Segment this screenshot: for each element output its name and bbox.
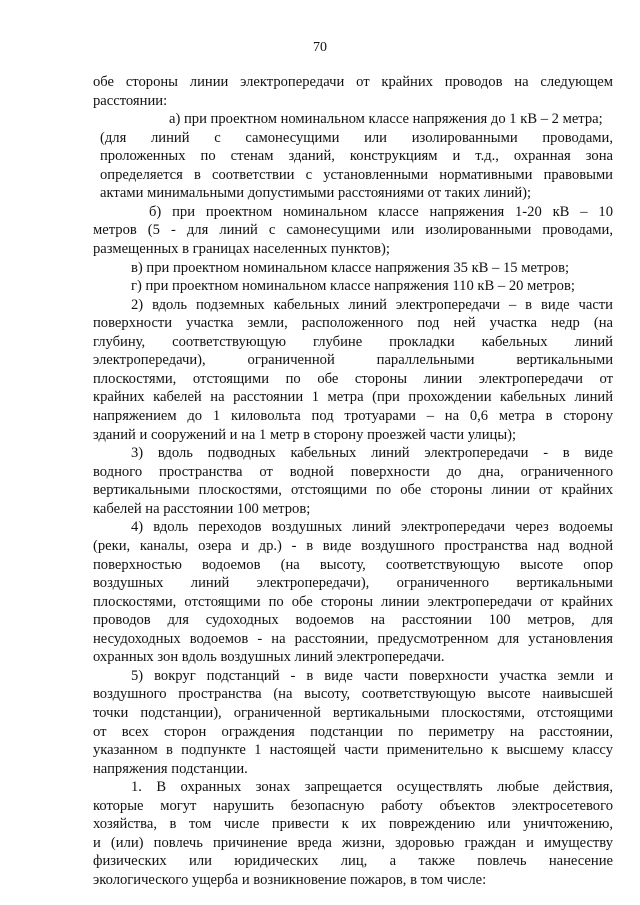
text-line: охранных зон вдоль воздушных линий электропередачи. [93, 649, 445, 665]
text-line: глубину, соответствующую глубине прокладки кабельных линий [93, 334, 613, 350]
text-line: проводов для судоходных водоемов на расстоянии 100 метров, для [93, 612, 613, 628]
text-line: обе стороны линии электропередачи от крайних проводов на следующем [93, 74, 613, 90]
text-line: определяется в соответствии с установленными нормативными правовыми [100, 167, 613, 183]
text-line: актами минимальными допустимыми расстояниями от таких линий); [100, 185, 532, 201]
text-line: плоскостями, отстоящими по обе стороны линии электропередачи от крайних [93, 594, 613, 610]
text-line: зданий и сооружений и на 1 метр в сторону проезжей части улицы); [93, 427, 517, 443]
page-number: 70 [313, 40, 327, 55]
text-line: 1. В охранных зонах запрещается осуществлять любые действия, [131, 779, 613, 795]
text-line: поверхностью водоемов (на высоту, соответствующую высоте опор [93, 557, 613, 573]
text-line: электропередачи), ограниченной параллельными вертикальными [93, 352, 613, 368]
text-line: размещенных в границах населенных пунктов); [93, 241, 390, 257]
text-line: физических или юридических лиц, а также повлечь нанесение [93, 853, 613, 869]
text-line: от всех сторон ограждения подстанции по периметру на расстоянии, [93, 724, 613, 740]
text-line: б) при проектном номинальном классе напряжения 1-20 кВ – 10 [149, 204, 613, 220]
text-line: (реки, каналы, озера и др.) - в виде воздушного пространства над водной [93, 538, 613, 554]
text-line: проложенных по стенам зданий, конструкциям и т.д., охранная зона [100, 148, 613, 164]
text-line: а) при проектном номинальном классе напряжения до 1 кВ – 2 метра; [169, 111, 603, 127]
text-line: напряжением до 1 киловольта под тротуарами – на 0,6 метра в сторону [93, 408, 613, 424]
text-line: хозяйства, в том числе привести к их повреждению или уничтожению, [93, 816, 613, 832]
text-line: 2) вдоль подземных кабельных линий электропередачи – в виде части [131, 297, 613, 313]
text-line: экологического ущерба и возникновение пожаров, в том числе: [93, 872, 487, 888]
text-line: которые могут нарушить безопасную работу объектов электросетевого [93, 798, 613, 814]
text-line: 3) вдоль подводных кабельных линий электропередачи - в виде [131, 445, 613, 461]
text-line: плоскостями, отстоящими по обе стороны линии электропередачи от [93, 371, 613, 387]
text-line: крайних кабелей на расстоянии 1 метра (при прохождении кабельных линий [93, 389, 613, 405]
text-line: вертикальными плоскостями, отстоящими по обе стороны линии от крайних [93, 482, 613, 498]
text-line: поверхности участка земли, расположенного под ней участка недр (на [93, 315, 613, 331]
text-line: воздушного пространства (на высоту, соответствующую высоте наивысшей [93, 686, 613, 702]
text-line: расстоянии: [93, 93, 168, 109]
text-line: несудоходных водоемов - на расстоянии, предусмотренном для установления [93, 631, 613, 647]
text-line: 5) вокруг подстанций - в виде части поверхности участка земли и [131, 668, 613, 684]
text-line: и (или) повлечь причинение вреда жизни, здоровью граждан и имуществу [93, 835, 613, 851]
text-line: напряжения подстанции. [93, 761, 248, 777]
text-line: указанном в подпункте 1 настоящей части применительно к высшему классу [93, 742, 613, 758]
text-line: водного пространства от водной поверхности до дна, ограниченного [93, 464, 613, 480]
text-line: в) при проектном номинальном классе напряжения 35 кВ – 15 метров; [131, 260, 570, 276]
text-line: г) при проектном номинальном классе напряжения 110 кВ – 20 метров; [131, 278, 575, 294]
text-line: воздушных линий электропередачи), ограниченного вертикальными [93, 575, 613, 591]
text-line: кабелей на расстоянии 100 метров; [93, 501, 311, 517]
text-line: точки подстанции), ограниченной вертикальными плоскостями, отстоящими [93, 705, 613, 721]
text-line: метров (5 - для линий с самонесущими или изолированными проводами, [93, 222, 613, 238]
text-line: (для линий с самонесущими или изолированными проводами, [100, 130, 613, 146]
text-line: 4) вдоль переходов воздушных линий электропередачи через водоемы [131, 519, 613, 535]
